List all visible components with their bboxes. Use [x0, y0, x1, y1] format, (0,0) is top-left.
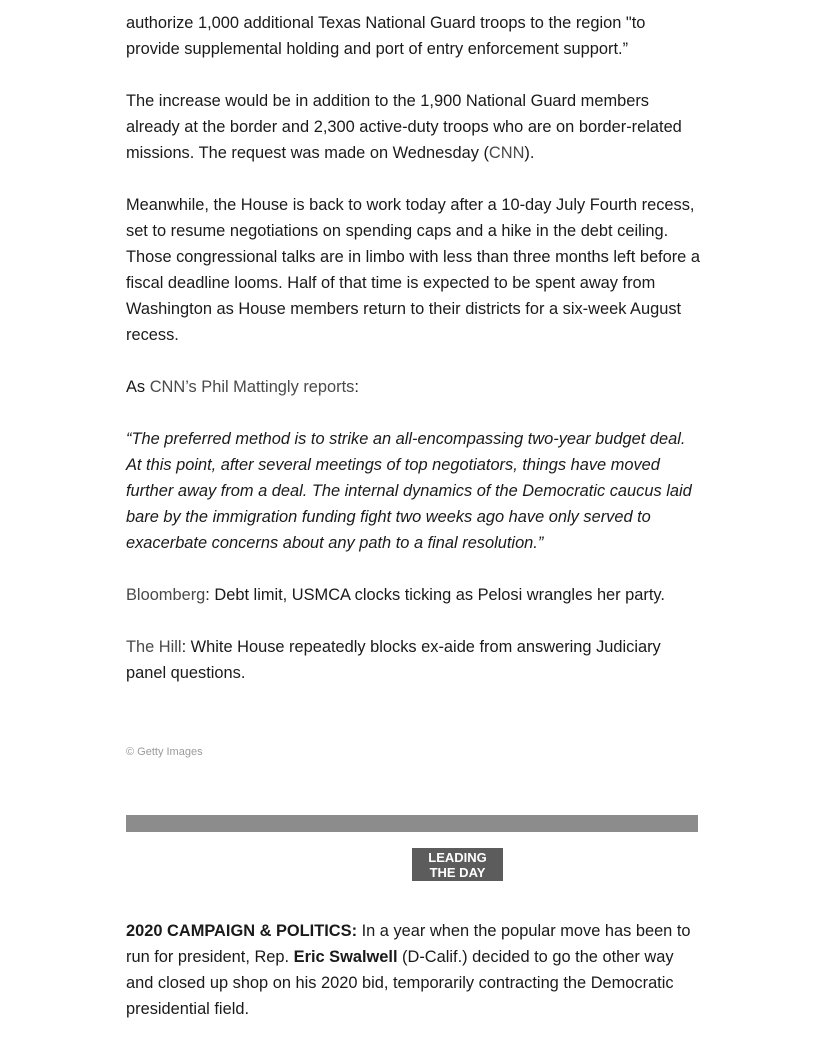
paragraph-bloomberg: [126, 582, 701, 608]
mattingly-prefix: As: [126, 378, 150, 396]
mattingly-quote: “The preferred method is to strike an all-encompassing two-year budget deal. At this point, after several meetings of top negotiators, things have moved further away from a deal. The internal dynamics of the Democratic caucus laid bare by the immigration funding fight two weeks ago have only served to exacerbate concerns about any path to a final resolution.”: [126, 430, 692, 552]
mattingly-suffix: :: [354, 378, 359, 396]
paragraph-the-hill: [126, 634, 701, 686]
campaign-text-1: In a year when the popular move has been to run for president, Rep.: [126, 922, 691, 966]
cnn-link[interactable]: CNN: [488, 144, 525, 162]
the-hill-link[interactable]: The Hill: [126, 638, 182, 656]
badge-line-2: THE DAY: [429, 865, 486, 880]
badge-line-1: LEADING: [428, 850, 487, 865]
paragraph-mattingly-intro: [126, 374, 701, 400]
section-divider: [126, 815, 698, 832]
paragraph-house-return: Meanwhile, the House is back to work today after a 10-day July Fourth recess, set to resume negotiations on spending caps and a hike in the debt ceiling. Those congressional talks are in limbo with less than three months left before a fiscal deadline looms. Half of that time is expected to be spent away from Washington as House members return to their districts for a six-week August recess.: [126, 196, 700, 344]
leading-the-day-badge: [412, 848, 503, 881]
campaign-text-2: (D-Calif.) decided to go the other way and closed up shop on his 2020 bid, temporarily contracting the Democratic presidential field.: [126, 948, 674, 1018]
troop-increase-text: The increase would be in addition to the 1,900 National Guard members already at the border and 2,300 active-duty troops who are on border-related missions. The request was made on Wednesday (: [126, 92, 682, 162]
troop-increase-end: ).: [524, 144, 535, 162]
the-hill-headline: : White House repeatedly blocks ex-aide from answering Judiciary panel questions.: [126, 638, 661, 682]
campaign-heading: 2020 CAMPAIGN & POLITICS:: [126, 922, 358, 940]
bloomberg-headline: : Debt limit, USMCA clocks ticking as Pelosi wrangles her party.: [205, 586, 665, 604]
bloomberg-link[interactable]: Bloomberg: [126, 586, 206, 604]
campaign-paragraph: [126, 918, 701, 1022]
image-credit: © Getty Images: [126, 746, 203, 758]
paragraph-guard-troops: authorize 1,000 additional Texas National Guard troops to the region "to provide supplemental holding and port of entry enforcement support.”: [126, 14, 646, 58]
article-body: [126, 10, 701, 712]
paragraph-troop-increase: [126, 88, 701, 166]
mattingly-report-link[interactable]: CNN’s Phil Mattingly reports: [149, 378, 355, 396]
swalwell-name: Eric Swalwell: [293, 948, 398, 966]
